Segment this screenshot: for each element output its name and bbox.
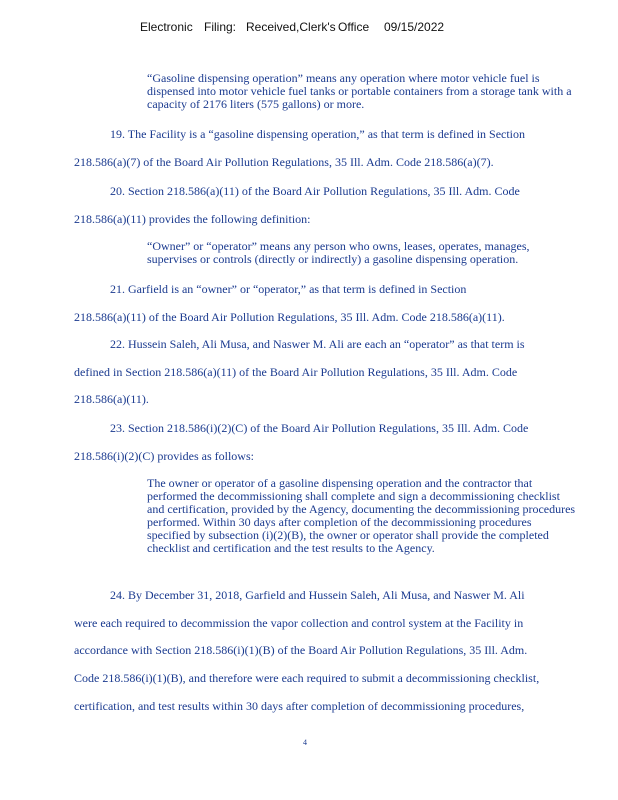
- paragraph-23-line-2: 218.586(i)(2)(C) provides as follows:: [74, 449, 254, 463]
- paragraph-22-line-1: 22. Hussein Saleh, Ali Musa, and Naswer M. Ali are each an “operator” as that term is: [110, 337, 525, 351]
- block-quote-owner-operator: “Owner” or “operator” means any person who owns, leases, operates, manages, supervises or controls (directly or indirectly) a gasoline dispensing operation.: [147, 239, 530, 266]
- header-received: Received,Clerk's: [246, 20, 336, 34]
- paragraph-20-line-1: 20. Section 218.586(a)(11) of the Board Air Pollution Regulations, 35 Ill. Adm. Code: [110, 184, 520, 198]
- block-quote-decommissioning: The owner or operator of a gasoline dispensing operation and the contractor that performed the decommissioning shall complete and sign a decommissioning checklist and certification, provided by the Agency, documenting the decommissioning procedures performed. Within 30 days after completion of the decommissioning procedures specified by subsection (i)(2)(B), the owner or operator shall provide the completed checklist and certification and the test results to the Agency.: [147, 476, 576, 555]
- filing-header: [140, 20, 470, 34]
- paragraph-24-line-1: 24. By December 31, 2018, Garfield and Hussein Saleh, Ali Musa, and Naswer M. Ali: [110, 588, 525, 602]
- paragraph-21-line-2: 218.586(a)(11) of the Board Air Pollution Regulations, 35 Ill. Adm. Code 218.586(a)(11).: [74, 310, 505, 324]
- header-electronic: Electronic: [140, 20, 193, 34]
- paragraph-21-line-1: 21. Garfield is an “owner” or “operator,” as that term is defined in Section: [110, 282, 467, 296]
- paragraph-19-line-2: 218.586(a)(7) of the Board Air Pollution Regulations, 35 Ill. Adm. Code 218.586(a)(7).: [74, 155, 494, 169]
- paragraph-22-line-3: 218.586(a)(11).: [74, 392, 149, 406]
- paragraph-24-line-4: Code 218.586(i)(1)(B), and therefore were each required to submit a decommissioning checklist,: [74, 671, 540, 685]
- header-date: 09/15/2022: [384, 20, 445, 34]
- paragraph-19-line-1: 19. The Facility is a “gasoline dispensing operation,” as that term is defined in Section: [110, 127, 526, 141]
- header-filing: Filing:: [204, 20, 237, 34]
- paragraph-20-line-2: 218.586(a)(11) provides the following definition:: [74, 212, 311, 226]
- header-office: Office: [338, 20, 370, 34]
- block-quote-gasoline-definition: “Gasoline dispensing operation” means any operation where motor vehicle fuel is dispensed into motor vehicle fuel tanks or portable containers from a storage tank with a capacity of 2176 liters (575 gallons) or more.: [147, 71, 572, 111]
- paragraph-24-line-2: were each required to decommission the vapor collection and control system at the Facility in: [74, 616, 524, 630]
- page-number: 4: [303, 738, 307, 747]
- paragraph-23-line-1: 23. Section 218.586(i)(2)(C) of the Board Air Pollution Regulations, 35 Ill. Adm. Code: [110, 421, 529, 435]
- paragraph-24-line-3: accordance with Section 218.586(i)(1)(B) of the Board Air Pollution Regulations, 35 Ill. Adm.: [74, 643, 528, 657]
- paragraph-22-line-2: defined in Section 218.586(a)(11) of the Board Air Pollution Regulations, 35 Ill. Adm. Code: [74, 365, 518, 379]
- paragraph-24-line-5: certification, and test results within 30 days after completion of decommissioning procedures,: [74, 699, 525, 713]
